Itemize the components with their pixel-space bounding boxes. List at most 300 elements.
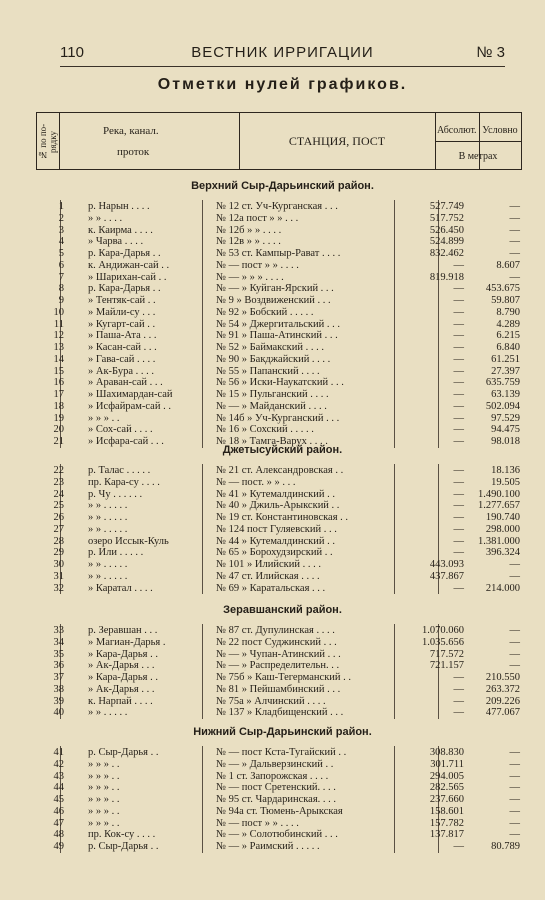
table-row <box>36 283 520 294</box>
region-title: Верхний Сыр-Дарьинский район. <box>191 180 374 192</box>
row-number: 42 <box>53 758 64 770</box>
header-rule <box>60 66 505 67</box>
table-row <box>36 307 520 318</box>
table-row <box>36 213 520 224</box>
station-name: № 12 ст. Уч-Курганская . . . <box>216 201 338 212</box>
table-row <box>36 672 520 683</box>
river-name: р. Зеравшан . . . <box>88 625 158 636</box>
absolute-value: — <box>453 488 464 500</box>
station-name: № 87 ст. Дупулинская . . . . <box>216 625 335 636</box>
river-name: » Касан-сай . . . <box>88 342 157 353</box>
absolute-value: — <box>453 353 464 365</box>
absolute-value: — <box>453 318 464 330</box>
absolute-value: 294.005 <box>429 770 464 782</box>
table-row <box>36 500 520 511</box>
absolute-value: — <box>453 476 464 488</box>
row-number: 34 <box>53 636 64 648</box>
river-name: » Тентяк-сай . . <box>88 295 156 306</box>
row-number: 14 <box>53 353 64 365</box>
station-name: № 52 » Баймакский . . . . <box>216 342 325 353</box>
conditional-value: — <box>509 636 520 648</box>
river-name: » » » . . <box>88 805 120 817</box>
absolute-value: — <box>453 389 464 400</box>
row-number: 10 <box>53 306 64 318</box>
row-number: 15 <box>53 365 64 377</box>
station-name: № 54 » Джергитальский . . . <box>216 318 341 330</box>
cond-label: Условно <box>482 125 518 136</box>
absolute-value: 717.572 <box>429 648 464 660</box>
absolute-value: — <box>453 306 464 318</box>
river-name: р. Или . . . . . <box>88 547 144 559</box>
river-name: » Каратал . . . . <box>88 582 153 594</box>
conditional-value: — <box>509 758 520 770</box>
absolute-value: — <box>453 400 464 412</box>
river-name: » Сох-сай . . . . <box>88 424 153 436</box>
row-number: 26 <box>53 512 64 523</box>
table-row <box>36 272 520 283</box>
river-name: » » » . . <box>88 782 120 794</box>
row-number: 47 <box>53 817 64 829</box>
absolute-value: — <box>453 365 464 377</box>
table-row <box>36 330 520 341</box>
station-name: № 91 » Паша-Атинский . . . <box>216 330 338 342</box>
absolute-value: — <box>453 841 464 852</box>
river-name: к. Каирма . . . . <box>88 224 153 236</box>
station-name: № — » Раимский . . . . . <box>216 841 320 852</box>
station-name: № 90 » Бакджайский . . . . <box>216 353 331 365</box>
row-number: 1 <box>58 201 64 212</box>
river-name: » Кугарт-сай . . <box>88 318 156 330</box>
river-name: » » . . . . <box>88 212 123 224</box>
station-name: № 47 ст. Илийская . . . . <box>216 570 320 582</box>
absolute-value: — <box>453 695 464 707</box>
table-row <box>36 782 520 793</box>
river-name: р. Кара-Дарья . . <box>88 248 161 259</box>
absolute-value: 157.782 <box>429 817 464 829</box>
units-rule <box>435 141 521 142</box>
row-number: 20 <box>53 424 64 436</box>
table-row <box>36 806 520 817</box>
river-name: » » » . . <box>88 770 120 782</box>
conditional-value: 209.226 <box>485 695 520 707</box>
row-number: 33 <box>53 625 64 636</box>
table-row <box>36 818 520 829</box>
row-number: 21 <box>53 436 64 447</box>
row-number: 9 <box>58 295 64 306</box>
row-number: 32 <box>53 582 64 594</box>
table-row <box>36 366 520 377</box>
conditional-value: — <box>509 648 520 660</box>
row-number: 3 <box>58 224 64 236</box>
conditional-value: 298.000 <box>485 523 520 535</box>
absolute-value: 443.093 <box>429 559 464 570</box>
absolute-value: — <box>453 295 464 306</box>
conditional-value: 477.067 <box>485 707 520 719</box>
absolute-value: — <box>453 283 464 295</box>
station-name: № 137 » Кладбищенский . . . <box>216 707 344 719</box>
absolute-value: — <box>453 342 464 353</box>
journal-title: ВЕСТНИК ИРРИГАЦИИ <box>191 44 374 61</box>
row-number: 13 <box>53 342 64 353</box>
river-name: пр. Кок-су . . . . <box>88 829 156 841</box>
station-name: № — » Куйган-Ярский . . . <box>216 283 334 295</box>
station-name: № 65 » Борохудзирский . . <box>216 547 333 559</box>
absolute-value: — <box>453 500 464 512</box>
issue-number: № 3 <box>476 44 505 61</box>
row-number: 11 <box>53 318 64 330</box>
row-number: 37 <box>53 672 64 683</box>
station-name: № 12в » » . . . . <box>216 236 281 248</box>
absolute-value: — <box>453 412 464 424</box>
conditional-value: 6.840 <box>496 342 520 353</box>
river-name: р. Нарын . . . . <box>88 201 150 212</box>
river-name: » Шарихан-сай . . <box>88 271 167 283</box>
row-number: 23 <box>53 476 64 488</box>
station-name: № — » Распределительн. . . <box>216 660 340 672</box>
row-number: 2 <box>58 212 64 224</box>
table-row <box>36 660 520 671</box>
river-name: р. Кара-Дарья . . <box>88 283 161 295</box>
table-row <box>36 625 520 636</box>
absolute-value: 158.601 <box>429 805 464 817</box>
absolute-value: — <box>453 672 464 683</box>
river-name: » Ак-Бура . . . . <box>88 365 154 377</box>
row-number: 4 <box>58 236 64 248</box>
row-number: 17 <box>53 389 64 400</box>
conditional-value: 18.136 <box>491 465 520 476</box>
row-number: 7 <box>58 271 64 283</box>
station-name: № 15 » Пульганский . . . . <box>216 389 329 400</box>
row-number: 43 <box>53 770 64 782</box>
station-name: № 75б » Каш-Тегерманский . . <box>216 672 352 683</box>
conditional-value: 1.490.100 <box>478 488 520 500</box>
table-row <box>36 236 520 247</box>
conditional-value: — <box>509 248 520 259</box>
station-name: № 12б » » . . . . <box>216 224 282 236</box>
conditional-value: 453.675 <box>485 283 520 295</box>
conditional-value: 8.607 <box>496 259 520 271</box>
river-name: » » . . . . . <box>88 570 128 582</box>
station-name: № — пост Кста-Тугайский . . <box>216 747 347 758</box>
station-name: № — » » » . . . . <box>216 271 284 283</box>
river-name: » » . . . . . <box>88 512 128 523</box>
table-row <box>36 707 520 718</box>
absolute-value: — <box>453 582 464 594</box>
row-number: 39 <box>53 695 64 707</box>
absolute-value: — <box>453 683 464 695</box>
conditional-value: — <box>509 271 520 283</box>
conditional-value: — <box>509 236 520 248</box>
abs-label: Абсолют. <box>437 125 477 136</box>
river-name: » Кара-Дарья . . <box>88 648 158 660</box>
conditional-value: — <box>509 625 520 636</box>
row-number: 45 <box>53 794 64 805</box>
table-row <box>36 696 520 707</box>
river-name: » Исфайрам-сай . . <box>88 400 171 412</box>
row-number: 49 <box>53 841 64 852</box>
conditional-value: — <box>509 782 520 794</box>
conditional-value: 8.790 <box>496 306 520 318</box>
station-name: № 41 » Кутемалдинский . . <box>216 488 336 500</box>
row-number: 38 <box>53 683 64 695</box>
river-name: » » » . . <box>88 758 120 770</box>
station-name: № — пост » » . . . . <box>216 259 299 271</box>
river-name: » Майли-су . . . <box>88 306 156 318</box>
station-name: № 9 » Воздвиженский . . . <box>216 295 331 306</box>
conditional-value: — <box>509 201 520 212</box>
row-number: 16 <box>53 377 64 389</box>
table-row <box>36 512 520 523</box>
conditional-value: — <box>509 829 520 841</box>
station-name: № 92 » Бобский . . . . . <box>216 306 314 318</box>
absolute-value: — <box>453 707 464 719</box>
row-number: 6 <box>58 259 64 271</box>
station-name: № 56 » Иски-Наукатский . . . <box>216 377 344 389</box>
conditional-value: 502.094 <box>485 400 520 412</box>
row-number: 18 <box>53 400 64 412</box>
river-name: р. Чу . . . . . . <box>88 488 143 500</box>
table-row <box>36 389 520 400</box>
conditional-value: — <box>509 817 520 829</box>
absolute-value: 282.565 <box>429 782 464 794</box>
river-name: » Магиан-Дарья . <box>88 636 166 648</box>
table-row <box>36 201 520 212</box>
table-row <box>36 477 520 488</box>
station-name: № 14б » Уч-Курганский . . . <box>216 412 340 424</box>
river-name: » Кара-Дарья . . <box>88 672 158 683</box>
station-name: № 40 » Джиль-Арыкский . . <box>216 500 340 512</box>
river-name: » » » . . <box>88 817 120 829</box>
table-row <box>36 571 520 582</box>
conditional-value: — <box>509 660 520 672</box>
page-number: 110 <box>60 44 84 61</box>
absolute-value: 1.035.656 <box>422 636 464 648</box>
row-number: 41 <box>53 747 64 758</box>
station-name: № 18 » Тамга-Варух . . . . <box>216 436 328 447</box>
row-number: 46 <box>53 805 64 817</box>
absolute-value: 819.918 <box>429 271 464 283</box>
conditional-value: 210.550 <box>485 672 520 683</box>
conditional-value: 61.251 <box>491 353 520 365</box>
absolute-value: — <box>453 424 464 436</box>
conditional-value: — <box>509 770 520 782</box>
conditional-value: 80.789 <box>491 841 520 852</box>
absolute-value: 527.749 <box>429 201 464 212</box>
absolute-value: 1.070.060 <box>422 625 464 636</box>
table-row <box>36 759 520 770</box>
row-number: 40 <box>53 707 64 719</box>
conditional-value: 59.807 <box>491 295 520 306</box>
river-name: » Ак-Дарья . . . <box>88 660 155 672</box>
absolute-value: 526.450 <box>429 224 464 236</box>
conditional-value: 1.277.657 <box>478 500 520 512</box>
conditional-value: 97.529 <box>491 412 520 424</box>
row-number: 19 <box>53 412 64 424</box>
table-row <box>36 401 520 412</box>
table-row <box>36 637 520 648</box>
river-name: к. Нарпай . . . . <box>88 695 153 707</box>
row-number: 8 <box>58 283 64 295</box>
river-name: озеро Иссык-Куль <box>88 535 169 547</box>
table-row <box>36 295 520 306</box>
table-row <box>36 747 520 758</box>
absolute-value: — <box>453 523 464 535</box>
river-name: » Араван-сай . . . <box>88 377 163 389</box>
row-number: 25 <box>53 500 64 512</box>
conditional-value: 94.475 <box>491 424 520 436</box>
river-name: » » . . . . . <box>88 500 128 512</box>
station-name: № 81 » Пейшамбинский . . . <box>216 683 341 695</box>
page-title: Отметки нулей графиков. <box>157 76 408 93</box>
conditional-value: — <box>509 805 520 817</box>
row-number: 12 <box>53 330 64 342</box>
absolute-value: — <box>453 547 464 559</box>
absolute-value: 832.462 <box>429 248 464 259</box>
station-name: № 75а » Алчинский . . . . <box>216 695 326 707</box>
station-name: № 44 » Кутемалдинский . . <box>216 535 336 547</box>
station-name: № — пост » » . . . . <box>216 817 299 829</box>
river-name: » Ак-Дарья . . . <box>88 683 155 695</box>
station-name: № — » Солотюбинский . . . <box>216 829 338 841</box>
station-name: № 94а ст. Тюмень-Арыкская <box>216 805 343 817</box>
conditional-value: 396.324 <box>485 547 520 559</box>
station-name: № — пост. » » . . . <box>216 476 296 488</box>
absolute-value: 137.817 <box>429 829 464 841</box>
conditional-value: — <box>509 212 520 224</box>
station-name: № 101 » Илийский . . . . <box>216 559 321 570</box>
station-name: № 55 » Папанский . . . . <box>216 365 320 377</box>
table-row <box>36 354 520 365</box>
row-number: 35 <box>53 648 64 660</box>
river-name: » Шахимардан-сай <box>88 389 173 400</box>
river-name: р. Сыр-Дарья . . <box>88 747 159 758</box>
row-number: 24 <box>53 488 64 500</box>
absolute-value: 308.830 <box>429 747 464 758</box>
row-number: 36 <box>53 660 64 672</box>
station-name: № 12а пост » » . . . <box>216 212 299 224</box>
station-name: № 124 пост Гуляевский . . . <box>216 523 337 535</box>
conditional-value: 1.381.000 <box>478 535 520 547</box>
row-number: 22 <box>53 465 64 476</box>
column-river-header: Река, канал. проток <box>59 113 240 169</box>
table-row <box>36 583 520 594</box>
absolute-value: — <box>453 535 464 547</box>
table-row <box>36 413 520 424</box>
table-row <box>36 649 520 660</box>
conditional-value: 6.215 <box>496 330 520 342</box>
conditional-value: — <box>509 570 520 582</box>
conditional-value: — <box>509 794 520 805</box>
station-name: № — » Дальверзинский . . <box>216 758 334 770</box>
absolute-value: 721.157 <box>429 660 464 672</box>
row-number: 44 <box>53 782 64 794</box>
conditional-value: 27.397 <box>491 365 520 377</box>
table-row <box>36 489 520 500</box>
page-header <box>60 44 505 66</box>
river-name: к. Андижан-сай . . <box>88 259 170 271</box>
table-row <box>36 319 520 330</box>
river-name: » » » . . <box>88 412 120 424</box>
station-name: № 1 ст. Запорожская . . . . <box>216 770 329 782</box>
river-name: » » » . . <box>88 794 120 805</box>
table-row <box>36 536 520 547</box>
table-row <box>36 684 520 695</box>
station-name: № — » Чупан-Атинский . . . <box>216 648 341 660</box>
row-number: 30 <box>53 559 64 570</box>
table-row <box>36 424 520 435</box>
absolute-value: — <box>453 465 464 476</box>
station-name: № 21 ст. Александровская . . <box>216 465 344 476</box>
table-row <box>36 771 520 782</box>
conditional-value: 98.018 <box>491 436 520 447</box>
table-row <box>36 248 520 259</box>
station-name: № 19 ст. Константиновская . . <box>216 512 349 523</box>
conditional-value: 19.505 <box>491 476 520 488</box>
station-name: № 16 » Сохский . . . . . <box>216 424 314 436</box>
conditional-value: 263.372 <box>485 683 520 695</box>
absolute-value: — <box>453 512 464 523</box>
river-name: пр. Кара-су . . . . <box>88 476 160 488</box>
conditional-value: — <box>509 747 520 758</box>
conditional-value: — <box>509 224 520 236</box>
absolute-value: — <box>453 259 464 271</box>
river-name: » Чарва . . . . <box>88 236 144 248</box>
units-label: В метрах <box>458 151 498 162</box>
conditional-value: 63.139 <box>491 389 520 400</box>
absolute-value: 437.867 <box>429 570 464 582</box>
station-name: № 95 ст. Чардаринская. . . . <box>216 794 337 805</box>
absolute-value: — <box>453 377 464 389</box>
row-number: 5 <box>58 248 64 259</box>
region-title: Зеравшанский район. <box>223 604 342 616</box>
table-row <box>36 342 520 353</box>
conditional-value: 4.289 <box>496 318 520 330</box>
river-name: » Гава-сай . . . . <box>88 353 156 365</box>
row-number: 28 <box>53 535 64 547</box>
table-row <box>36 559 520 570</box>
station-name: № 22 пост Суджинский . . . <box>216 636 337 648</box>
column-station-header: СТАНЦИЯ, ПОСТ <box>239 113 436 169</box>
row-number: 29 <box>53 547 64 559</box>
station-name: № 69 » Каратальская . . . <box>216 582 326 594</box>
table-row <box>36 841 520 852</box>
region-title: Нижний Сыр-Дарьинский район. <box>193 726 372 738</box>
conditional-value: 635.759 <box>485 377 520 389</box>
table-row <box>36 377 520 388</box>
table-header <box>36 112 522 170</box>
row-number: 31 <box>53 570 64 582</box>
river-name: р. Сыр-Дарья . . <box>88 841 159 852</box>
river-name: » » . . . . . <box>88 523 128 535</box>
river-name: » Исфара-сай . . . <box>88 436 164 447</box>
row-number: 27 <box>53 523 64 535</box>
table-row <box>36 260 520 271</box>
station-name: № — » Майданский . . . . <box>216 400 327 412</box>
region-title: Джетысуйский район. <box>222 444 343 456</box>
absolute-value: 517.752 <box>429 212 464 224</box>
table-row <box>36 225 520 236</box>
conditional-value: 214.000 <box>485 582 520 594</box>
column-number-header: № по по- рядку <box>37 113 60 169</box>
table-row <box>36 829 520 840</box>
table-row <box>36 524 520 535</box>
conditional-value: 190.740 <box>485 512 520 523</box>
absolute-value: 301.711 <box>430 758 464 770</box>
conditional-value: — <box>509 559 520 570</box>
river-name: » Паша-Ата . . . <box>88 330 157 342</box>
table-row <box>36 547 520 558</box>
row-number: 48 <box>53 829 64 841</box>
